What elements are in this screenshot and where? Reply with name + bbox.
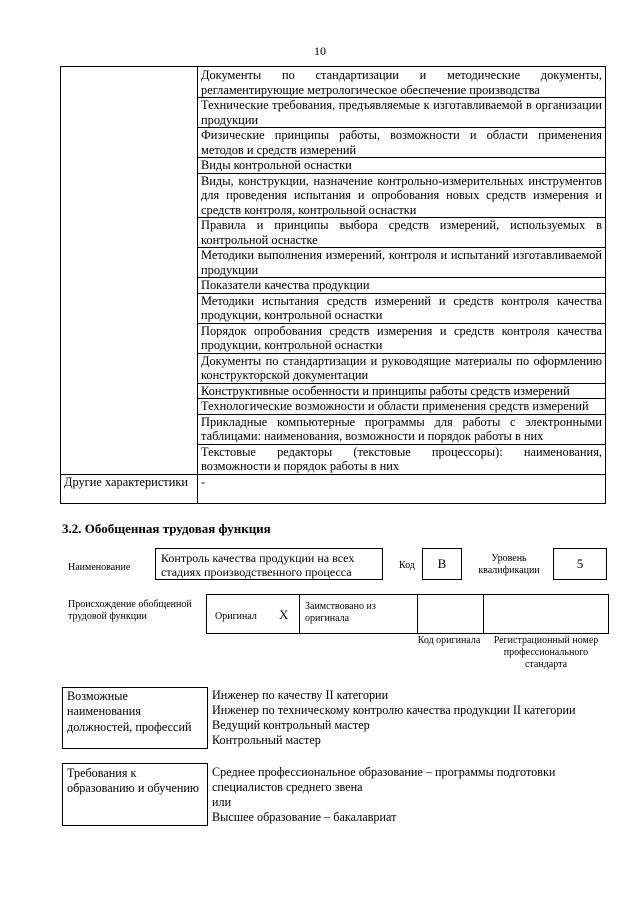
other-characteristics-value: - xyxy=(198,474,606,503)
education-item: или xyxy=(212,795,232,810)
position-item: Инженер по техническому контролю качества продукции II категории xyxy=(212,702,576,717)
name-value: Контроль качества продукции на всех стадиях производственного процесса xyxy=(161,551,355,579)
knowledge-item: Физические принципы работы, возможности и области применения методов и средств измерений xyxy=(198,128,606,158)
education-item: Высшее образование – бакалавриат xyxy=(212,810,397,825)
knowledge-item: Документы по стандартизации и методические документы, регламентирующие метрологическое обеспечение производства xyxy=(198,67,606,98)
divider xyxy=(299,595,300,633)
knowledge-item: Прикладные компьютерные программы для работы с электронными таблицами: наименования, возможности и порядок работы в них xyxy=(198,414,606,444)
knowledge-item: Виды, конструкции, назначение контрольно-измерительных инструментов для проведения испытания и опробования новых средств измерения и средств контроля, контрольной оснастки xyxy=(198,173,606,218)
table-row xyxy=(61,67,606,98)
level-value-box xyxy=(553,548,607,580)
other-characteristics-label: Другие характеристики xyxy=(61,474,198,503)
knowledge-item: Правила и принципы выбора средств измерений, используемых в контрольной оснастке xyxy=(198,218,606,248)
code-original-caption: Код оригинала xyxy=(417,635,481,646)
table-row xyxy=(61,474,606,503)
level-value: 5 xyxy=(576,556,584,571)
knowledge-item: Технологические возможности и области применения средств измерений xyxy=(198,399,606,415)
position-item: Ведущий контрольный мастер xyxy=(212,718,370,733)
knowledge-item: Методики испытания средств измерений и средств контроля качества продукции, контрольной оснастки xyxy=(198,293,606,323)
divider xyxy=(417,595,418,633)
origin-table xyxy=(206,594,609,634)
name-label: Наименование xyxy=(68,562,131,573)
positions-table xyxy=(62,687,608,749)
position-item: Инженер по качеству II категории xyxy=(212,687,389,702)
education-item: Среднее профессиональное образование – программы подготовки специалистов среднего звена xyxy=(212,764,556,794)
registration-number-caption: Регистрационный номер профессионального стандарта xyxy=(493,635,599,670)
positions-label: Возможные наименования должностей, профессий xyxy=(63,688,208,749)
education-list xyxy=(208,764,609,826)
knowledge-item: Виды контрольной оснастки xyxy=(198,158,606,174)
origin-label: Происхождение обобщенной трудовой функции xyxy=(68,599,192,622)
knowledge-item: Конструктивные особенности и принципы работы средств измерений xyxy=(198,383,606,399)
section-title: 3.2. Обобщенная трудовая функция xyxy=(62,521,271,536)
knowledge-item: Текстовые редакторы (текстовые процессоры): наименования, возможности и порядок работы в них xyxy=(198,444,606,474)
divider xyxy=(483,595,484,633)
level-label: Уровень квалификации xyxy=(478,553,540,576)
knowledge-item: Порядок опробования средств измерения и средств контроля качества продукции, контрольной оснастки xyxy=(198,323,606,353)
table-row xyxy=(63,688,609,749)
required-knowledge-table xyxy=(60,66,606,504)
original-mark: X xyxy=(279,607,289,622)
code-value-box xyxy=(422,548,462,580)
knowledge-label-cell xyxy=(61,67,198,475)
code-value: В xyxy=(437,556,447,571)
original-label: Оригинал xyxy=(215,611,257,622)
knowledge-item: Методики выполнения измерений, контроля и испытаний изготавливаемой продукции xyxy=(198,248,606,278)
position-item: Контрольный мастер xyxy=(212,733,321,748)
knowledge-item: Документы по стандартизации и руководящие материалы по оформлению конструкторской документации xyxy=(198,353,606,383)
knowledge-item: Технические требования, предъявляемые к изготавливаемой в организации продукции xyxy=(198,98,606,128)
borrowed-label: Заимствовано из оригинала xyxy=(305,601,376,624)
education-table xyxy=(62,763,608,826)
table-row xyxy=(63,764,609,826)
page-number: 10 xyxy=(314,44,326,58)
education-label: Требования к образованию и обучению xyxy=(63,764,208,826)
knowledge-item: Показатели качества продукции xyxy=(198,278,606,294)
positions-list xyxy=(208,688,609,749)
code-label: Код xyxy=(399,560,415,571)
name-value-box xyxy=(155,548,383,580)
